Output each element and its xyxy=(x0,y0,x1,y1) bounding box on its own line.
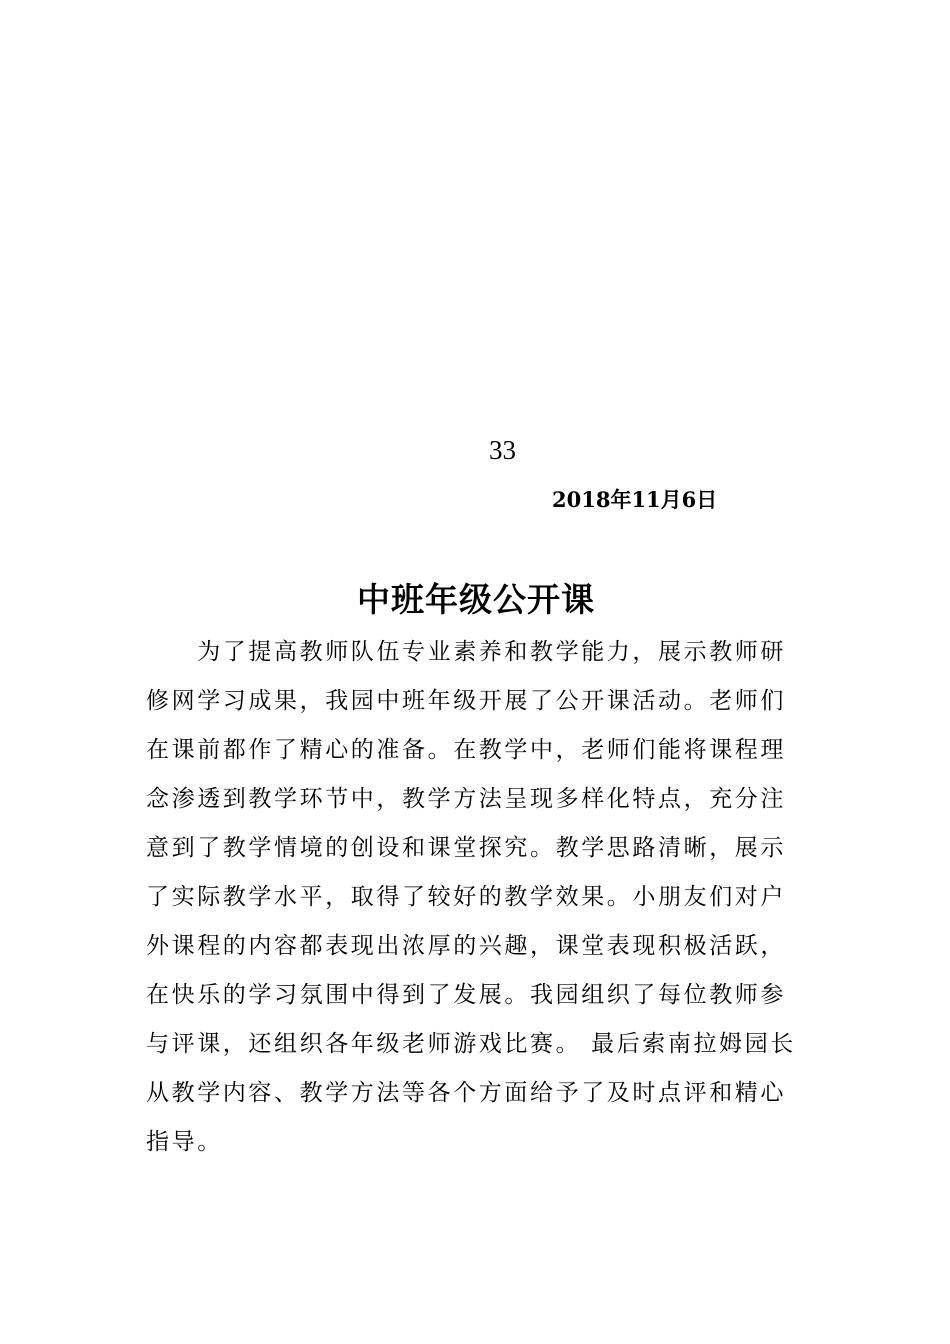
publication-date: 2018年11月6日 xyxy=(552,487,718,512)
body-line: 外课程的内容都表现出浓厚的兴趣，课堂表现积极活跃， xyxy=(146,933,786,959)
body-line: 了实际教学水平，取得了较好的教学效果。小朋友们对户 xyxy=(146,884,786,910)
body-line: 从教学内容、教学方法等各个方面给予了及时点评和精心 xyxy=(146,1080,786,1106)
article-body xyxy=(146,628,806,1167)
issue-number: 33 xyxy=(489,435,516,465)
body-line: 指导。 xyxy=(146,1129,223,1155)
body-line: 在快乐的学习氛围中得到了发展。我园组织了每位教师参 xyxy=(146,982,786,1008)
article-title: 中班年级公开课 xyxy=(357,580,595,619)
body-line: 意到了教学情境的创设和课堂探究。教学思路清晰，展示 xyxy=(146,835,786,861)
body-line: 为了提高教师队伍专业素养和教学能力，展示教师研 xyxy=(146,639,786,665)
body-line: 念渗透到教学环节中，教学方法呈现多样化特点，充分注 xyxy=(146,786,786,812)
body-line: 在课前都作了精心的准备。在教学中，老师们能将课程理 xyxy=(146,737,786,763)
body-line: 修网学习成果，我园中班年级开展了公开课活动。老师们 xyxy=(146,688,786,714)
body-line: 与评课，还组织各年级老师游戏比赛。 最后索南拉姆园长 xyxy=(146,1031,796,1057)
